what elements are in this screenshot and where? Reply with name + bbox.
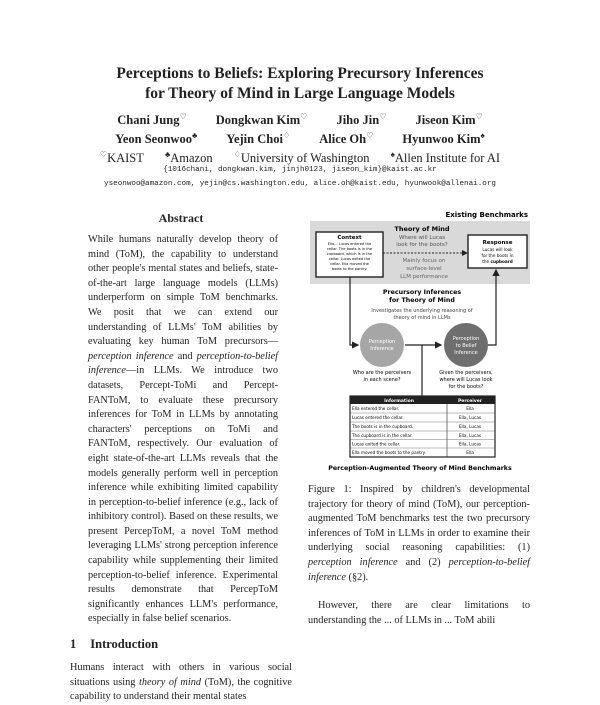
svg-text:Lucas exited the cellar.: Lucas exited the cellar.	[352, 441, 401, 447]
perception-augmented-label: Perception-Augmented Theory of Mind Benchmarks	[328, 465, 512, 472]
context-to-perception-arrow	[350, 277, 358, 345]
question-1	[353, 370, 412, 383]
svg-text:Inference: Inference	[454, 350, 478, 356]
svg-text:Inference: Inference	[370, 346, 394, 352]
table-header: Information	[384, 399, 414, 404]
svg-text:Ella entered the cellar.: Ella entered the cellar.	[352, 406, 400, 411]
surface-note: LLM performance	[400, 274, 448, 280]
surface-note: Mainly focus on	[402, 258, 446, 264]
section-heading-introduction: 1 Introduction	[70, 637, 159, 652]
question-2	[439, 370, 493, 390]
precursory-subtitle: Investigates the underlying reasoning of	[371, 308, 473, 314]
svg-text:cupboard, which is in the: cupboard, which is in the	[326, 252, 373, 256]
svg-text:Ella: Ella	[466, 406, 474, 411]
introduction-text: Humans interact with others in various social situations using theory of mind (ToM), the cognitive capability to understand their mental states	[70, 662, 292, 703]
precursory-subtitle: theory of mind in LLMs	[393, 315, 451, 321]
perceiver-table	[350, 396, 495, 457]
tom-title: Theory of Mind	[394, 225, 450, 233]
svg-text:Ella moved the boots to the pa: Ella moved the boots to the pantry.	[352, 450, 426, 455]
title-line-1: Perceptions to Beliefs: Exploring Precursory Inferences	[116, 65, 484, 82]
svg-text:Ella, Lucas: Ella, Lucas	[458, 424, 482, 429]
author: Jiseon Kim♡	[415, 112, 483, 128]
author: Yeon Seonwoo♣	[115, 131, 198, 147]
author: Dongkwan Kim♡	[215, 112, 308, 128]
svg-text:cellar. The boots is in the: cellar. The boots is in the	[326, 247, 373, 251]
svg-text:Ella... Lucas entered the: Ella... Lucas entered the	[327, 242, 372, 246]
affiliation: ♢University of Washington	[233, 150, 370, 166]
svg-text:Lucas will look: Lucas will look	[482, 247, 513, 252]
emails-line-1: {1016chani, dongkwan.kim, jinjh0123, jiseon_kim}@kaist.ac.kr	[163, 166, 437, 174]
svg-text:Ella, Lucas: Ella, Lucas	[458, 433, 482, 438]
svg-text:the cupboard: the cupboard	[482, 259, 513, 264]
svg-text:boots to the pantry.: boots to the pantry.	[331, 267, 368, 271]
author: Chani Jung♡	[117, 112, 187, 128]
svg-text:for the boots?: for the boots?	[448, 384, 484, 390]
right-column	[308, 483, 530, 628]
tom-question: look for the boots?	[396, 242, 448, 248]
surface-note: surface-level	[406, 266, 442, 272]
svg-text:The boots is in the cupboard.: The boots is in the cupboard.	[352, 424, 414, 429]
precursory-title: Precursory Inferences	[382, 289, 462, 296]
svg-text:cellar. Lucas exited the: cellar. Lucas exited the	[328, 257, 371, 261]
svg-text:Who are the perceivers: Who are the perceivers	[352, 370, 412, 376]
existing-benchmarks-label: Existing Benchmarks	[445, 211, 528, 219]
table-header: Perceiver	[457, 399, 483, 404]
svg-text:Perception: Perception	[368, 339, 396, 345]
context-text	[327, 242, 373, 271]
response-text	[481, 247, 513, 264]
svg-text:Perception: Perception	[452, 336, 480, 342]
tom-question: Where will Lucas	[398, 235, 446, 241]
abstract-heading: Abstract	[158, 211, 204, 225]
response-title: Response	[482, 240, 513, 246]
svg-text:Given the perceivers,: Given the perceivers,	[439, 370, 493, 376]
right-column-paragraph: However, there are clear limitations to understanding the ... of LLMs in ... ToM abili	[308, 600, 530, 626]
author: Hyunwoo Kim♠	[402, 131, 485, 147]
figure-caption: Figure 1: Inspired by children's developmental trajectory for theory of mind (ToM), our perception-augmented ToM benchmarks test the two precursory inferences of ToM in LLMs in order to examine their underlying social reasoning capabilities: (1) perception inference and (2) perception-to-belief inference (§2).	[308, 484, 530, 583]
svg-text:The cupboard is in the cellar.: The cupboard is in the cellar.	[352, 433, 413, 438]
abstract-body: While humans naturally develop theory of mind (ToM), the capability to understand other people's mental states and beliefs, state-of-the-art large language models (LLMs) underperform on simple ToM benchmarks. We posit that we can extend our understanding of LLMs' ToM abilities by evaluating key human ToM precursors—perception inference and perception-to-belief inference—in LLMs. We introduce two datasets, Percept-ToMi and Percept-FANToM, to evaluate these precursory inferences for ToM in LLMs by annotating characters' perceptions on ToMi and FANToM, respectively. Our evaluation of eight state-of-the-art LLMs reveals that the models generally perform well in perception inference while exhibiting limited capability in perception-to-belief inference (e.g., lack of inhibitory control). Based on these results, we present PercepToM, a novel ToM method leveraging LLMs' strong perception inference capability while supplementing their limited perception-to-belief inference. Experimental results demonstrate that PercepToM significantly enhances LLM's performance, especially in false belief scenarios.	[88, 234, 279, 625]
author: Alice Oh♡	[319, 131, 374, 147]
title-line-2: for Theory of Mind in Large Language Models	[145, 85, 455, 102]
context-title: Context	[337, 235, 362, 241]
perception-inference-circle	[360, 323, 404, 367]
svg-text:to Belief: to Belief	[455, 343, 477, 349]
author: Yejin Choi♢	[226, 131, 291, 147]
precursory-title: for Theory of Mind	[389, 297, 455, 304]
svg-text:for the boots in: for the boots in	[481, 253, 514, 258]
emails-line-2: yseonwoo@amazon.com, yejin@cs.washington.edu, alice.oh@kaist.edu, hyunwook@allenai.org	[104, 180, 496, 188]
affiliation: ♡KAIST	[99, 150, 144, 166]
svg-text:Ella: Ella	[466, 450, 474, 455]
svg-text:Ella, Lucas: Ella, Lucas	[458, 441, 482, 447]
svg-text:Ella, Lucas: Ella, Lucas	[458, 415, 482, 420]
svg-text:where will Lucas look: where will Lucas look	[439, 377, 493, 383]
affiliation: ♣Amazon	[165, 150, 213, 166]
affiliation: ♠Allen Institute for AI	[390, 150, 501, 166]
svg-text:Lucas entered the cellar.: Lucas entered the cellar.	[352, 415, 404, 420]
svg-text:cellar. Ella moved the: cellar. Ella moved the	[330, 262, 369, 266]
svg-text:in each scene?: in each scene?	[363, 377, 401, 383]
author: Jiho Jin♡	[336, 112, 387, 128]
